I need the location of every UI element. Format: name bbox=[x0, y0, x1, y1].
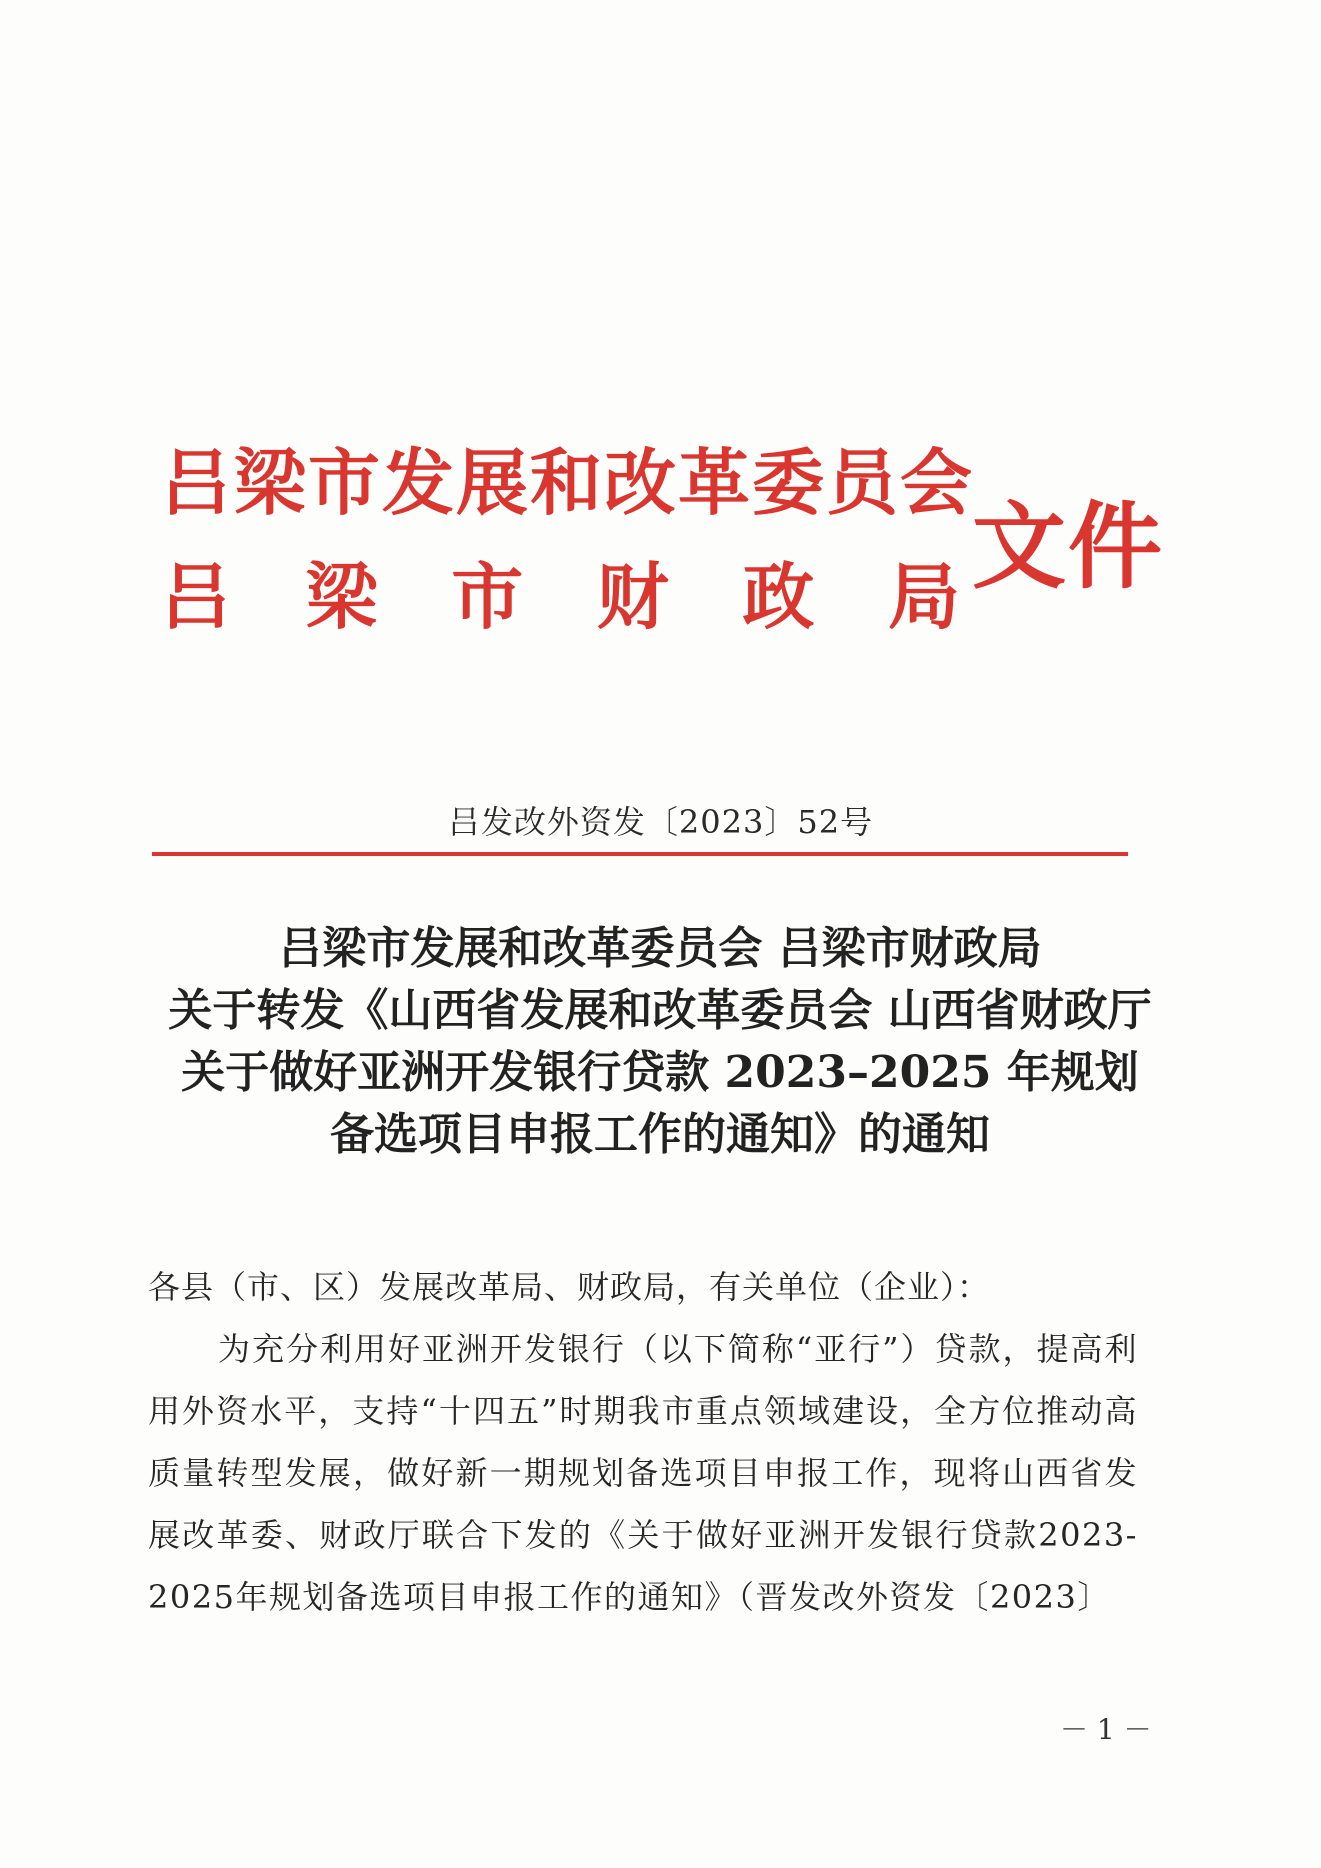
issuing-org-line-1: 吕梁市发展和改革委员会 bbox=[160, 440, 975, 525]
issuing-org-2-char: 政 bbox=[742, 554, 815, 639]
issuing-org-2-char: 梁 bbox=[305, 554, 378, 639]
document-title bbox=[120, 918, 1200, 1166]
title-line: 吕梁市发展和改革委员会 吕梁市财政局 bbox=[278, 923, 1042, 974]
document-number: 吕发改外资发〔2023〕52号 bbox=[447, 803, 874, 841]
body-paragraph: 为充分利用好亚洲开发银行（以下简称“亚行”）贷款，提高利用外资水平，支持“十四五”时期我市重点领域建设，全方位推动高质量转型发展，做好新一期规划备选项目申报工作，现将山西省发展改革委、财政厅联合下发的《关于做好亚洲开发银行贷款2023-2025年规划备选项目申报工作的通知》（晋发改外资发〔2023〕 bbox=[148, 1330, 1138, 1616]
title-line: 关于做好亚洲开发银行贷款 2023–2025 年规划 bbox=[181, 1047, 1139, 1098]
red-divider bbox=[152, 852, 1128, 856]
issuing-org-2-char: 局 bbox=[887, 554, 960, 639]
document-word: 文件 bbox=[972, 492, 1165, 602]
page-number: － 1 － bbox=[1060, 1713, 1152, 1746]
issuing-org-line-2 bbox=[160, 552, 960, 642]
title-line: 备选项目申报工作的通知》的通知 bbox=[330, 1109, 990, 1160]
issuing-org-2-char: 财 bbox=[596, 554, 669, 639]
salutation: 各县（市、区）发展改革局、财政局，有关单位（企业）： bbox=[148, 1268, 991, 1306]
title-line: 关于转发《山西省发展和改革委员会 山西省财政厅 bbox=[168, 985, 1152, 1036]
document-body bbox=[148, 1256, 1138, 1628]
issuing-org-2-char: 市 bbox=[451, 554, 524, 639]
issuing-org-2-char: 吕 bbox=[160, 554, 233, 639]
